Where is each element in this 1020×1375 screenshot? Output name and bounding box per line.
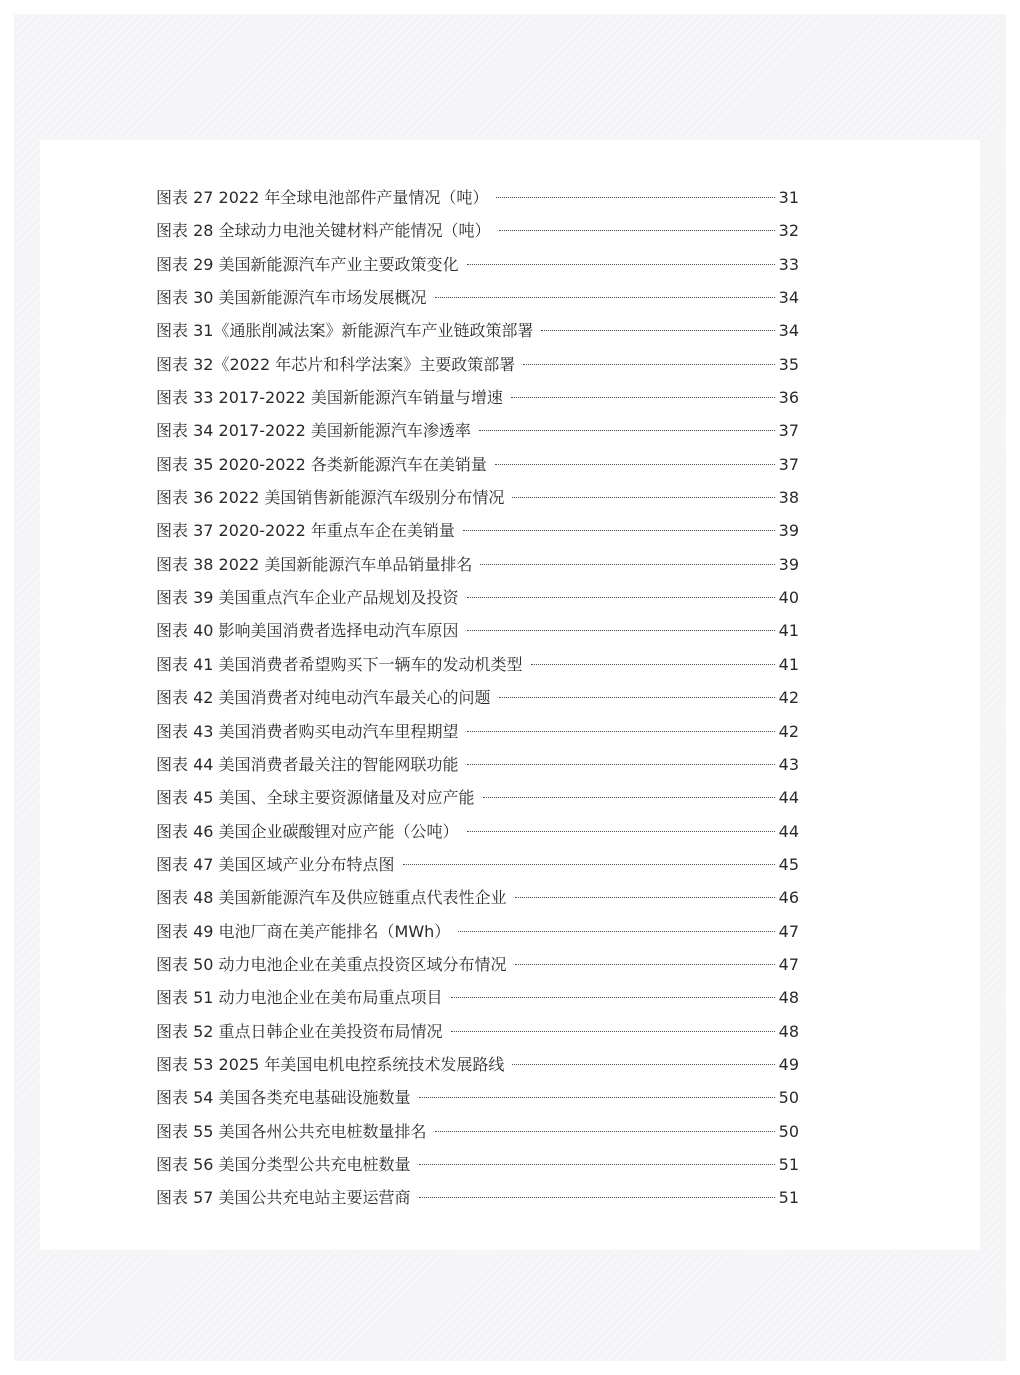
toc-entry-title: 图表 29 美国新能源汽车产业主要政策变化: [156, 254, 459, 274]
toc-entry[interactable]: [156, 1181, 799, 1214]
toc-page-number: 50: [778, 1121, 799, 1141]
toc-page-number: 36: [778, 388, 799, 408]
toc-dot-leader: [480, 564, 774, 565]
toc-page-number: 48: [778, 988, 799, 1008]
toc-entry[interactable]: [156, 1015, 799, 1048]
toc-dot-leader: [419, 1164, 775, 1165]
toc-entry[interactable]: [156, 414, 799, 447]
toc-dot-leader: [523, 364, 774, 365]
toc-page-number: 40: [778, 588, 799, 608]
toc-entry[interactable]: [156, 214, 799, 247]
toc-dot-leader: [512, 497, 774, 498]
toc-page-number: 43: [778, 754, 799, 774]
toc-dot-leader: [512, 1064, 774, 1065]
toc-entry[interactable]: [156, 448, 799, 481]
toc-dot-leader: [495, 464, 775, 465]
toc-entry-title: 图表 30 美国新能源汽车市场发展概况: [156, 288, 427, 308]
toc-entry[interactable]: [156, 1148, 799, 1181]
toc-entry-title: 图表 42 美国消费者对纯电动汽车最关心的问题: [156, 688, 491, 708]
toc-entry[interactable]: [156, 381, 799, 414]
toc-entry[interactable]: [156, 881, 799, 914]
toc-dot-leader: [467, 597, 775, 598]
toc-entry-title: 图表 47 美国区域产业分布特点图: [156, 854, 395, 874]
toc-entry-title: 图表 51 动力电池企业在美布局重点项目: [156, 988, 443, 1008]
toc-dot-leader: [467, 764, 775, 765]
toc-entry-title: 图表 32《2022 年芯片和科学法案》主要政策部署: [156, 354, 516, 374]
toc-entry-title: 图表 40 影响美国消费者选择电动汽车原因: [156, 621, 459, 641]
toc-page-number: 32: [778, 221, 799, 241]
toc-page-number: 35: [778, 354, 799, 374]
toc-entry[interactable]: [156, 748, 799, 781]
toc-entry-title: 图表 56 美国分类型公共充电桩数量: [156, 1154, 411, 1174]
toc-page-number: 46: [778, 888, 799, 908]
toc-page-number: 42: [778, 721, 799, 741]
toc-entry[interactable]: [156, 548, 799, 581]
toc-entry-title: 图表 50 动力电池企业在美重点投资区域分布情况: [156, 954, 507, 974]
toc-page-number: 49: [778, 1054, 799, 1074]
toc-page-number: 37: [778, 421, 799, 441]
toc-page-number: 44: [778, 788, 799, 808]
toc-dot-leader: [435, 1131, 775, 1132]
toc-entry[interactable]: [156, 514, 799, 547]
toc-dot-leader: [467, 264, 775, 265]
toc-entry[interactable]: [156, 348, 799, 381]
toc-entry-title: 图表 27 2022 年全球电池部件产量情况（吨）: [156, 188, 489, 207]
toc-entry-title: 图表 49 电池厂商在美产能排名（MWh）: [156, 921, 451, 941]
toc-page-number: 41: [778, 621, 799, 641]
toc-entry[interactable]: [156, 848, 799, 881]
toc-dot-leader: [458, 931, 774, 932]
toc-entry-title: 图表 35 2020-2022 各类新能源汽车在美销量: [156, 454, 487, 474]
toc-page-number: 34: [778, 288, 799, 308]
toc-entry[interactable]: [156, 648, 799, 681]
toc-entry[interactable]: [156, 981, 799, 1014]
toc-entry[interactable]: [156, 1048, 799, 1081]
toc-entry-title: 图表 36 2022 美国销售新能源汽车级别分布情况: [156, 488, 505, 508]
toc-dot-leader: [541, 330, 774, 331]
toc-entry-title: 图表 39 美国重点汽车企业产品规划及投资: [156, 588, 459, 608]
toc-dot-leader: [467, 731, 775, 732]
toc-dot-leader: [496, 197, 774, 198]
toc-entry-title: 图表 43 美国消费者购买电动汽车里程期望: [156, 721, 459, 741]
toc-page-number: 39: [778, 521, 799, 541]
toc-dot-leader: [483, 797, 775, 798]
toc-page-number: 47: [778, 921, 799, 941]
toc-entry[interactable]: [156, 915, 799, 948]
toc-dot-leader: [467, 831, 775, 832]
toc-dot-leader: [531, 664, 775, 665]
toc-page-number: 41: [778, 654, 799, 674]
toc-page-number: 39: [778, 554, 799, 574]
toc-dot-leader: [403, 864, 775, 865]
toc-entry-title: 图表 45 美国、全球主要资源储量及对应产能: [156, 788, 475, 808]
toc-entry-title: 图表 37 2020-2022 年重点车企在美销量: [156, 521, 455, 541]
toc-entry-title: 图表 34 2017-2022 美国新能源汽车渗透率: [156, 421, 471, 441]
toc-entry-title: 图表 38 2022 美国新能源汽车单品销量排名: [156, 554, 473, 574]
toc-page-number: 37: [778, 454, 799, 474]
toc-entry[interactable]: [156, 614, 799, 647]
toc-page-number: 48: [778, 1021, 799, 1041]
toc-dot-leader: [511, 397, 775, 398]
toc-page-number: 31: [778, 188, 799, 207]
toc-entry[interactable]: [156, 715, 799, 748]
toc-entry-title: 图表 52 重点日韩企业在美投资布局情况: [156, 1021, 443, 1041]
toc-entry-title: 图表 31《通胀削减法案》新能源汽车产业链政策部署: [156, 321, 534, 341]
toc-dot-leader: [419, 1197, 775, 1198]
toc-entry-title: 图表 57 美国公共充电站主要运营商: [156, 1188, 411, 1208]
toc-page-number: 50: [778, 1088, 799, 1108]
toc-entry[interactable]: [156, 815, 799, 848]
toc-entry-title: 图表 53 2025 年美国电机电控系统技术发展路线: [156, 1054, 505, 1074]
toc-entry[interactable]: [156, 1081, 799, 1114]
toc-dot-leader: [515, 897, 775, 898]
table-of-figures: [156, 181, 799, 1215]
toc-page-number: 47: [778, 954, 799, 974]
toc-page-number: 51: [778, 1188, 799, 1208]
toc-entry[interactable]: [156, 314, 799, 347]
toc-dot-leader: [419, 1097, 775, 1098]
toc-page-number: 44: [778, 821, 799, 841]
toc-entry[interactable]: [156, 248, 799, 281]
toc-dot-leader: [451, 997, 775, 998]
toc-dot-leader: [515, 964, 775, 965]
toc-entry-title: 图表 46 美国企业碳酸锂对应产能（公吨）: [156, 821, 459, 841]
toc-dot-leader: [499, 230, 775, 231]
toc-entry[interactable]: [156, 481, 799, 514]
toc-dot-leader: [479, 430, 775, 431]
toc-dot-leader: [451, 1031, 775, 1032]
toc-dot-leader: [467, 630, 775, 631]
toc-entry-title: 图表 54 美国各类充电基础设施数量: [156, 1088, 411, 1108]
toc-entry[interactable]: [156, 948, 799, 981]
toc-entry[interactable]: [156, 181, 799, 214]
toc-page-number: 45: [778, 854, 799, 874]
toc-dot-leader: [435, 297, 775, 298]
toc-entry[interactable]: [156, 781, 799, 814]
toc-entry-title: 图表 28 全球动力电池关键材料产能情况（吨）: [156, 221, 491, 241]
toc-entry-title: 图表 41 美国消费者希望购买下一辆车的发动机类型: [156, 654, 523, 674]
toc-entry[interactable]: [156, 281, 799, 314]
toc-entry[interactable]: [156, 1115, 799, 1148]
toc-entry[interactable]: [156, 681, 799, 714]
toc-entry-title: 图表 48 美国新能源汽车及供应链重点代表性企业: [156, 888, 507, 908]
toc-page-number: 38: [778, 488, 799, 508]
toc-entry[interactable]: [156, 581, 799, 614]
toc-page-number: 33: [778, 254, 799, 274]
toc-entry-title: 图表 33 2017-2022 美国新能源汽车销量与增速: [156, 388, 503, 408]
toc-dot-leader: [463, 530, 775, 531]
toc-entry-title: 图表 55 美国各州公共充电桩数量排名: [156, 1121, 427, 1141]
toc-dot-leader: [499, 697, 775, 698]
toc-entry-title: 图表 44 美国消费者最关注的智能网联功能: [156, 754, 459, 774]
toc-page-number: 42: [778, 688, 799, 708]
toc-page-number: 51: [778, 1154, 799, 1174]
toc-page-number: 34: [778, 321, 799, 341]
